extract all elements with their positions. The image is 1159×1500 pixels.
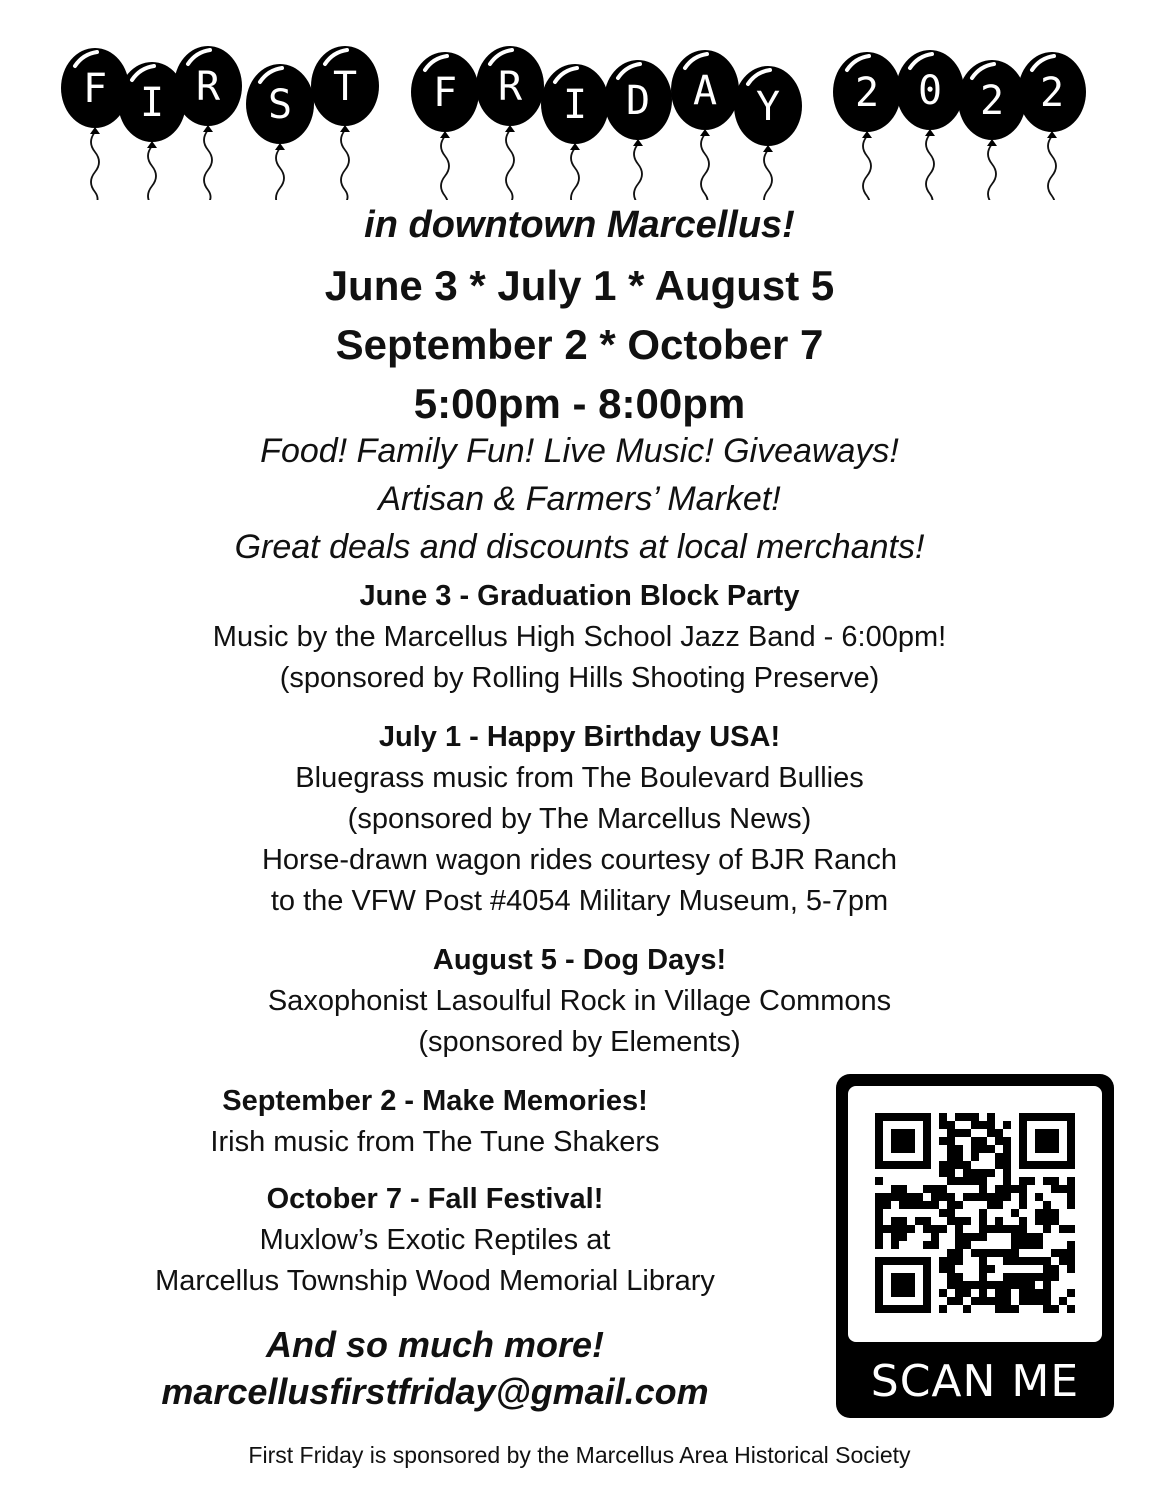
balloon-letter: 2: [1039, 70, 1065, 116]
balloon-header: [0, 0, 1159, 200]
footer-sponsor: First Friday is sponsored by the Marcellus Area Historical Society: [248, 1442, 911, 1468]
event-title: June 3 - Graduation Block Party: [359, 580, 800, 612]
balloon: [61, 48, 129, 200]
balloon: [541, 64, 609, 200]
event-july: [0, 717, 1159, 922]
qr-code-frame: [848, 1086, 1102, 1342]
event-detail: Irish music from The Tune Shakers: [210, 1126, 660, 1158]
balloon-letter: D: [625, 78, 651, 124]
balloon: [476, 46, 544, 200]
event-detail: Bluegrass music from The Boulevard Bullies: [295, 762, 864, 794]
event-time: 5:00pm - 8:00pm: [413, 380, 746, 427]
feature-line-3: Great deals and discounts at local merchants!: [234, 528, 925, 566]
event-sponsor: (sponsored by Rolling Hills Shooting Preserve): [279, 662, 880, 694]
contact-email[interactable]: marcellusfirstfriday@gmail.com: [161, 1371, 709, 1412]
balloon-letter: I: [139, 80, 165, 126]
closing-more: And so much more!: [265, 1324, 605, 1365]
balloon: [833, 52, 901, 200]
balloon-letter: F: [82, 66, 108, 112]
event-june: [0, 576, 1159, 699]
event-october: [100, 1179, 770, 1302]
event-sponsor: (sponsored by Elements): [418, 1026, 741, 1058]
balloon: [734, 66, 802, 200]
event-september: [100, 1081, 770, 1163]
balloon: [411, 52, 479, 200]
feature-line-2: Artisan & Farmers’ Market!: [378, 480, 781, 518]
balloon-letter: A: [692, 68, 718, 114]
balloon-letter: R: [195, 64, 221, 110]
balloon-letter: F: [432, 70, 458, 116]
balloon: [311, 46, 379, 200]
event-title: October 7 - Fall Festival!: [266, 1183, 604, 1215]
balloon-letter: 0: [917, 68, 943, 114]
balloon: [174, 46, 242, 200]
event-detail: Saxophonist Lasoulful Rock in Village Commons: [267, 985, 892, 1017]
balloon-letter: R: [497, 64, 523, 110]
feature-line-1: Food! Family Fun! Live Music! Giveaways!: [260, 432, 899, 470]
event-detail: Marcellus Township Wood Memorial Library: [155, 1265, 715, 1297]
qr-code-icon[interactable]: [848, 1086, 1102, 1342]
balloon: [671, 50, 739, 200]
event-detail: to the VFW Post #4054 Military Museum, 5-7pm: [270, 885, 889, 917]
balloon-letter: 2: [854, 70, 880, 116]
balloon: [604, 60, 672, 200]
event-august: [0, 940, 1159, 1063]
balloon-letter: T: [332, 64, 358, 110]
event-detail: Music by the Marcellus High School Jazz Band - 6:00pm!: [212, 621, 947, 653]
balloon-letter: S: [267, 82, 293, 128]
balloon: [958, 60, 1026, 200]
event-detail: Horse-drawn wagon rides courtesy of BJR Ranch: [261, 844, 898, 876]
balloon: [1018, 52, 1086, 200]
balloon-letter: 2: [979, 78, 1005, 124]
event-title: August 5 - Dog Days!: [432, 944, 727, 976]
balloon: [246, 64, 314, 200]
balloon-letter: Y: [755, 84, 781, 130]
tagline: in downtown Marcellus!: [364, 204, 795, 246]
event-sponsor: (sponsored by The Marcellus News): [347, 803, 812, 835]
event-title: September 2 - Make Memories!: [222, 1085, 648, 1117]
balloon-letter: I: [562, 82, 588, 128]
event-detail: Muxlow’s Exotic Reptiles at: [259, 1224, 611, 1256]
event-dates-line-1: June 3 * July 1 * August 5: [324, 262, 835, 309]
balloon: [896, 50, 964, 200]
scan-me-label: SCAN ME: [870, 1356, 1080, 1407]
event-dates-line-2: September 2 * October 7: [335, 321, 824, 368]
event-title: July 1 - Happy Birthday USA!: [378, 721, 781, 753]
qr-code-card[interactable]: [836, 1074, 1114, 1418]
